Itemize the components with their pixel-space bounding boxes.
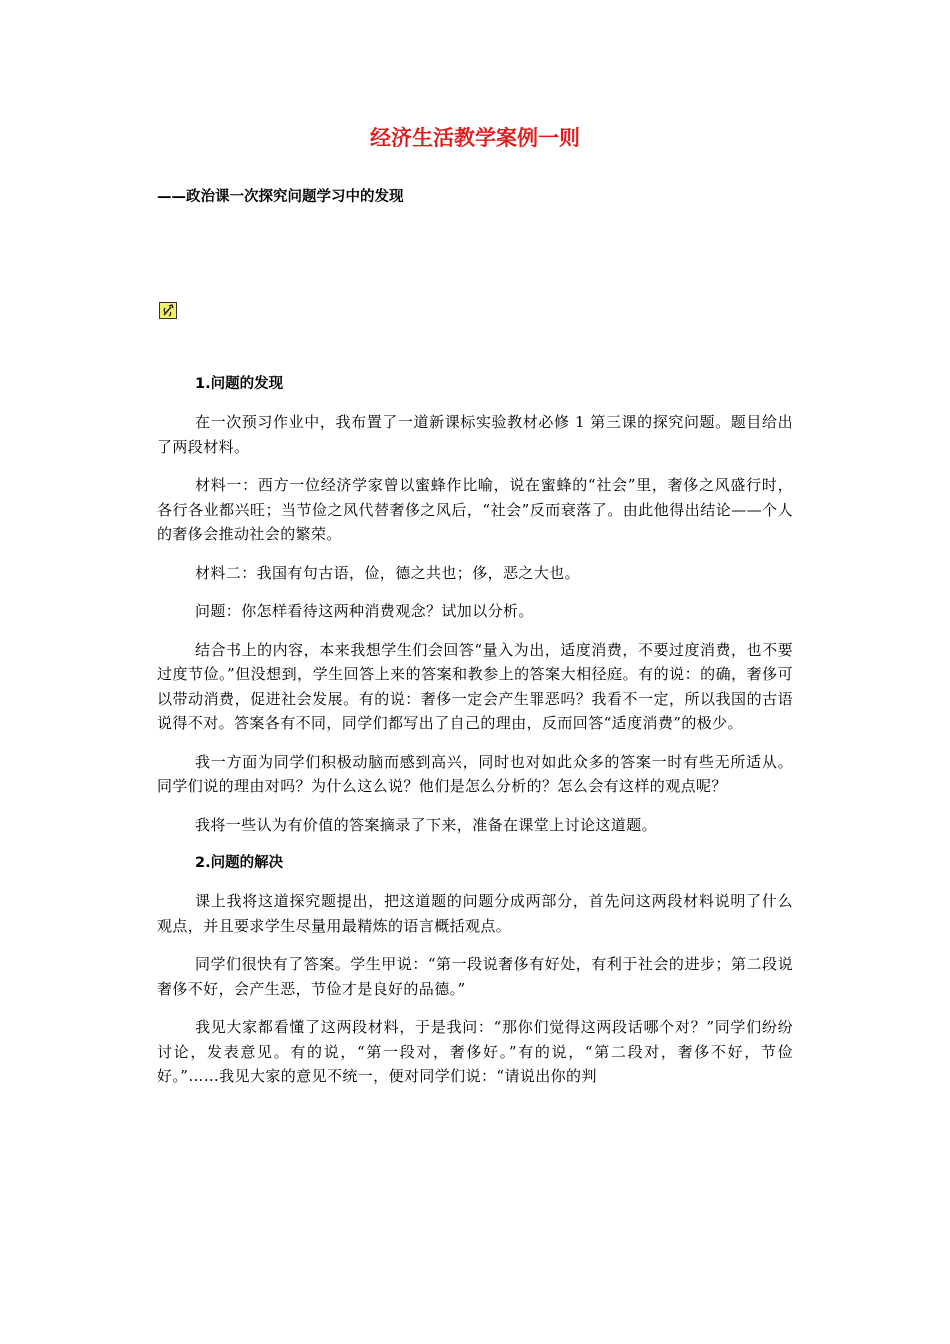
body-paragraph: 我一方面为同学们积极动脑而感到高兴，同时也对如此众多的答案一时有些无所适从。同学们说的理由对吗？为什么这么说？他们是怎么分析的？怎么会有这样的观点呢？: [157, 752, 793, 795]
section-heading: 1.问题的发现: [195, 376, 284, 392]
document-title: 经济生活教学案例一则: [370, 126, 580, 150]
body-paragraph: 同学们很快有了答案。学生甲说：“第一段说奢侈有好处，有利于社会的进步；第二段说奢侈不好，会产生恶，节俭才是良好的品德。”: [157, 955, 793, 998]
body-paragraph: 结合书上的内容，本来我想学生们会回答“量入为出，适度消费，不要过度消费，也不要过度节俭。”但没想到，学生回答上来的答案和教参上的答案大相径庭。有的说：的确，奢侈可以带动消费，促进社会发展。有的说：奢侈一定会产生罪恶吗？我看不一定，所以我国的古语说得不对。答案各有不同，同学们都写出了自己的理由，反而回答“适度消费”的极少。: [157, 640, 793, 732]
body-paragraph: 我将一些认为有价值的答案摘录了下来，准备在课堂上讨论这道题。: [195, 815, 658, 834]
document-image-icon: [159, 302, 177, 319]
section-heading: 2.问题的解决: [195, 855, 284, 871]
body-paragraph: 材料一：西方一位经济学家曾以蜜蜂作比喻，说在蜜蜂的“社会”里，奢侈之风盛行时，各行各业都兴旺；当节俭之风代替奢侈之风后，“社会”反而衰落了。由此他得出结论——个人的奢侈会推动社会的繁荣。: [157, 476, 793, 543]
body-paragraph: 课上我将这道探究题提出，把这道题的问题分成两部分，首先问这两段材料说明了什么观点，并且要求学生尽量用最精炼的语言概括观点。: [157, 892, 793, 935]
document-body: [157, 372, 793, 1103]
body-paragraph: 在一次预习作业中，我布置了一道新课标实验教材必修 1 第三课的探究问题。题目给出了两段材料。: [157, 413, 793, 456]
body-paragraph: 我见大家都看懂了这两段材料，于是我问：“那你们觉得这两段话哪个对？”同学们纷纷讨论，发表意见。有的说，“第一段对，奢侈好。”有的说，“第二段对，奢侈不好，节俭好。”……我见大家的意见不统一，便对同学们说：“请说出你的判: [157, 1018, 793, 1085]
body-paragraph: 材料二：我国有句古语，俭，德之共也；侈，恶之大也。: [195, 563, 581, 582]
document-subtitle: ——政治课一次探究问题学习中的发现: [157, 189, 404, 205]
body-paragraph: 问题：你怎样看待这两种消费观念？试加以分析。: [195, 602, 534, 620]
